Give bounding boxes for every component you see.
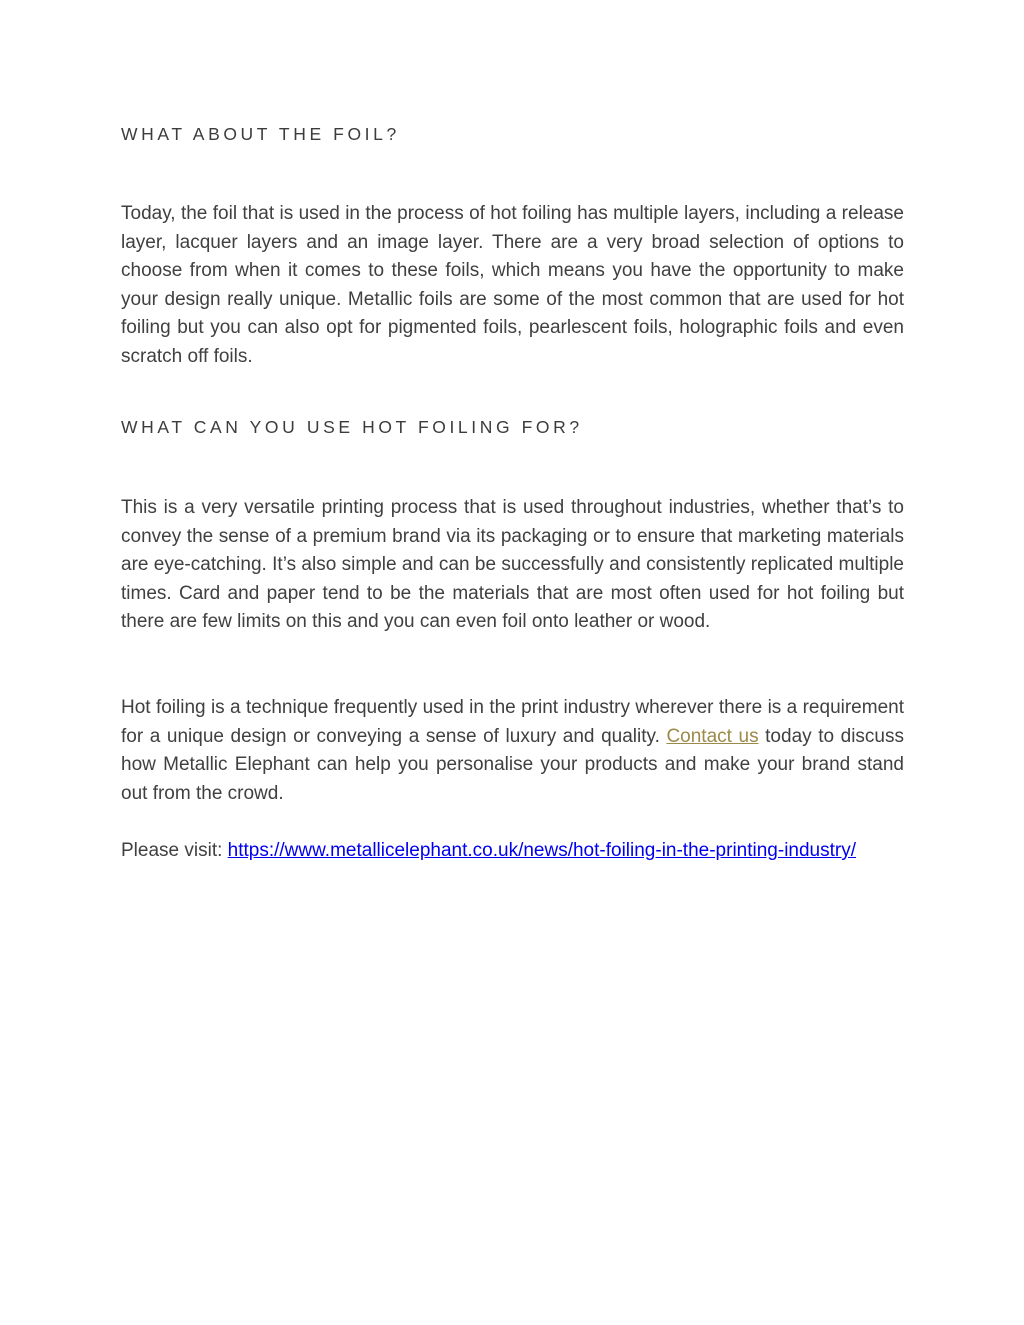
closing-intro-text: Hot foiling is a technique frequently used in the print industry wherever there is a requirement for a unique design or conveying a sense of luxury and quality.	[121, 697, 904, 747]
article-url-link[interactable]: https://www.metallicelephant.co.uk/news/hot-foiling-in-the-printing-industry/	[227, 840, 857, 861]
heading-what-can-you-use-hot-foiling-for: WHAT CAN YOU USE HOT FOILING FOR?	[121, 417, 583, 437]
paragraph-closing	[121, 694, 904, 808]
paragraph-uses: This is a very versatile printing process that is used throughout industries, whether that’s to convey the sense of a premium brand via its packaging or to ensure that marketing materials are eye-catching. It’s also simple and can be successfully and consistently replicated multiple times. Card and paper tend to be the materials that are most often used for hot foiling but there are few limits on this and you can even foil onto leather or wood.	[121, 497, 904, 633]
contact-us-link[interactable]: Contact us	[666, 725, 759, 747]
visit-label: Please visit:	[121, 840, 228, 861]
paragraph-foil: Today, the foil that is used in the process of hot foiling has multiple layers, including a release layer, lacquer layers and an image layer. There are a very broad selection of options to choose from when it comes to these foils, which means you have the opportunity to make your design really unique. Metallic foils are some of the most common that are used for hot foiling but you can also opt for pigmented foils, pearlescent foils, holographic foils and even scratch off foils.	[121, 203, 904, 367]
heading-what-about-the-foil: WHAT ABOUT THE FOIL?	[121, 124, 400, 144]
paragraph-visit	[121, 837, 904, 866]
closing-contact-text: today to discuss how Metallic Elephant can help you personalise your products and make your brand stand out from the crowd.	[121, 725, 904, 804]
